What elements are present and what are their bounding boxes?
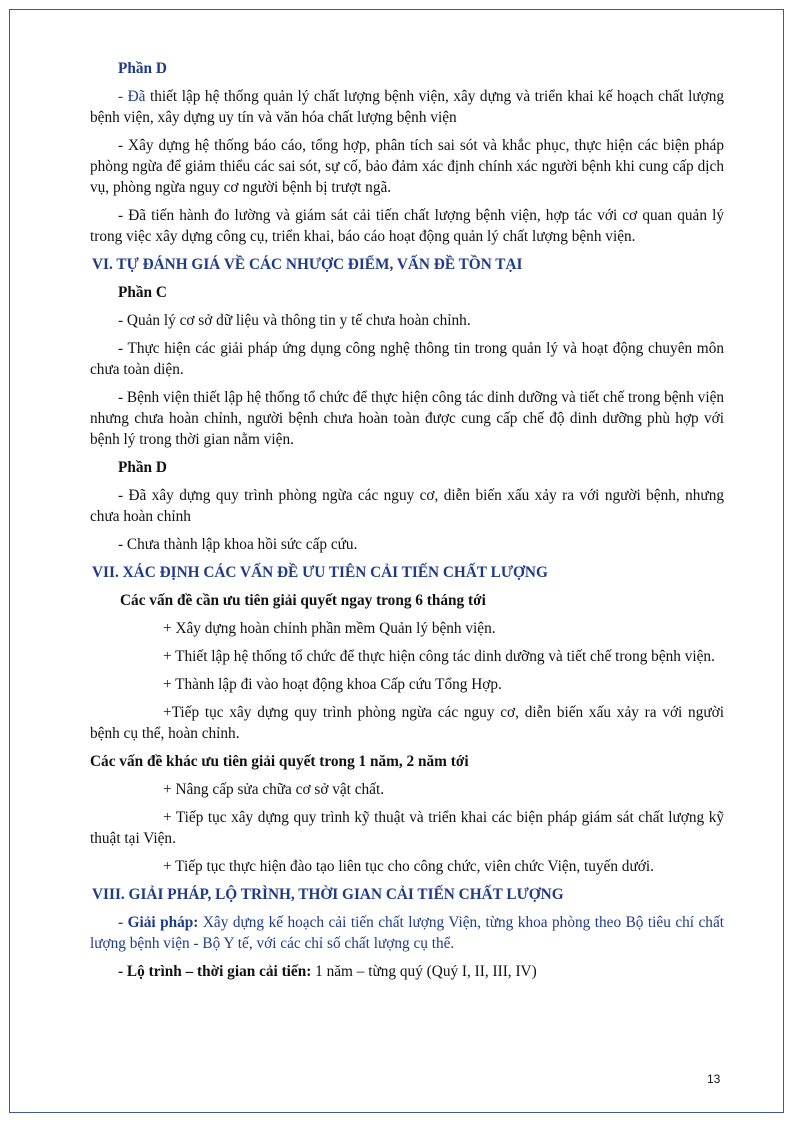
roadmap-text: 1 năm – từng quý (Quý I, II, III, IV) — [311, 963, 537, 980]
section-6-part-d-paragraph-2: - Chưa thành lập khoa hồi sức cấp cứu. — [118, 536, 358, 553]
other-item-3: + Tiếp tục thực hiện đào tạo liên tục cho công chức, viên chức Viện, tuyến dưới. — [163, 858, 654, 875]
section-6-part-d-heading: Phần D — [118, 459, 167, 476]
solution-paragraph — [90, 912, 724, 954]
part-d-paragraph-1 — [90, 86, 724, 128]
priority-item-4: +Tiếp tục xây dựng quy trình phòng ngừa các nguy cơ, diễn biến xấu xảy ra với người bệnh cụ thể, hoàn chỉnh. — [90, 704, 724, 742]
priority-item-2: + Thiết lập hệ thống tổ chức để thực hiện công tác dinh dưỡng và tiết chế trong bệnh viện. — [163, 648, 715, 665]
section-7-subheading-2: Các vấn đề khác ưu tiên giải quyết trong 1 năm, 2 năm tới — [90, 753, 469, 770]
section-6-part-c-heading: Phần C — [118, 284, 167, 301]
section-7-subheading-1: Các vấn đề cần ưu tiên giải quyết ngay trong 6 tháng tới — [120, 592, 486, 609]
section-6-part-c-paragraph-2: - Thực hiện các giải pháp ứng dụng công nghệ thông tin trong quản lý và hoạt động chuyên môn chưa toàn diện. — [90, 340, 724, 378]
section-6-part-c-paragraph-3: - Bệnh viện thiết lập hệ thống tổ chức để thực hiện công tác dinh dưỡng và tiết chế trong bệnh viện nhưng chưa hoàn chỉnh, người bệnh chưa hoàn toàn được cung cấp chế độ dinh dưỡng phù hợp với bệnh lý trong thời gian nằm viện. — [90, 389, 725, 448]
section-8-title: VIII. GIẢI PHÁP, LỘ TRÌNH, THỜI GIAN CẢI TIẾN CHẤT LƯỢNG — [92, 886, 564, 903]
roadmap-label: - Lộ trình – thời gian cải tiến: — [118, 963, 312, 980]
solution-text: Xây dựng kế hoạch cải tiến chất lượng Viện, từng khoa phòng theo Bộ tiêu chí chất lượng bệnh viện - Bộ Y tế, với các chỉ số chất lượng cụ thể. — [90, 914, 724, 952]
priority-item-3: + Thành lập đi vào hoạt động khoa Cấp cứu Tổng Hợp. — [163, 676, 502, 693]
section-6-title: VI. TỰ ĐÁNH GIÁ VỀ CÁC NHƯỢC ĐIỂM, VẤN ĐỀ TỒN TẠI — [92, 256, 523, 273]
other-item-1: + Nâng cấp sửa chữa cơ sở vật chất. — [163, 781, 385, 798]
section-6-part-d-paragraph-1: - Đã xây dựng quy trình phòng ngừa các nguy cơ, diễn biến xấu xảy ra với người bệnh, nhưng chưa hoàn chỉnh — [90, 487, 724, 525]
section-6-part-c-paragraph-1: - Quản lý cơ sở dữ liệu và thông tin y tế chưa hoàn chỉnh. — [118, 312, 471, 329]
part-d-paragraph-2: - Xây dựng hệ thống báo cáo, tổng hợp, phân tích sai sót và khắc phục, thực hiện các biện pháp phòng ngừa để giảm thiểu các sai sót, sự cố, bảo đảm xác định chính xác người bệnh khi cung cấp dịch vụ, phòng ngừa nguy cơ người bệnh bị trượt ngã. — [90, 137, 724, 196]
other-item-2: + Tiếp tục xây dựng quy trình kỹ thuật và triển khai các biện pháp giám sát chất lượng kỹ thuật tại Viện. — [90, 809, 724, 847]
part-d-paragraph-1-text: thiết lập hệ thống quản lý chất lượng bệnh viện, xây dựng và triển khai kế hoạch chất lượng bệnh viện, xây dựng uy tín và văn hóa chất lượng bệnh viện — [90, 88, 724, 126]
page-content — [90, 58, 724, 989]
solution-label: - Giải pháp: — [118, 914, 199, 931]
roadmap-paragraph — [90, 961, 724, 982]
part-d-heading: Phần D — [118, 60, 167, 77]
page-number: 13 — [707, 1072, 721, 1086]
part-d-paragraph-3: - Đã tiến hành đo lường và giám sát cải tiến chất lượng bệnh viện, hợp tác với cơ quan quản lý trong việc xây dựng công cụ, triển khai, báo cáo hoạt động quản lý chất lượng bệnh viện. — [90, 207, 724, 245]
priority-item-1: + Xây dựng hoàn chỉnh phần mềm Quản lý bệnh viện. — [163, 620, 496, 637]
dash-prefix: - Đã — [118, 88, 146, 105]
section-7-title: VII. XÁC ĐỊNH CÁC VẤN ĐỀ ƯU TIÊN CẢI TIẾN CHẤT LƯỢNG — [92, 564, 548, 581]
